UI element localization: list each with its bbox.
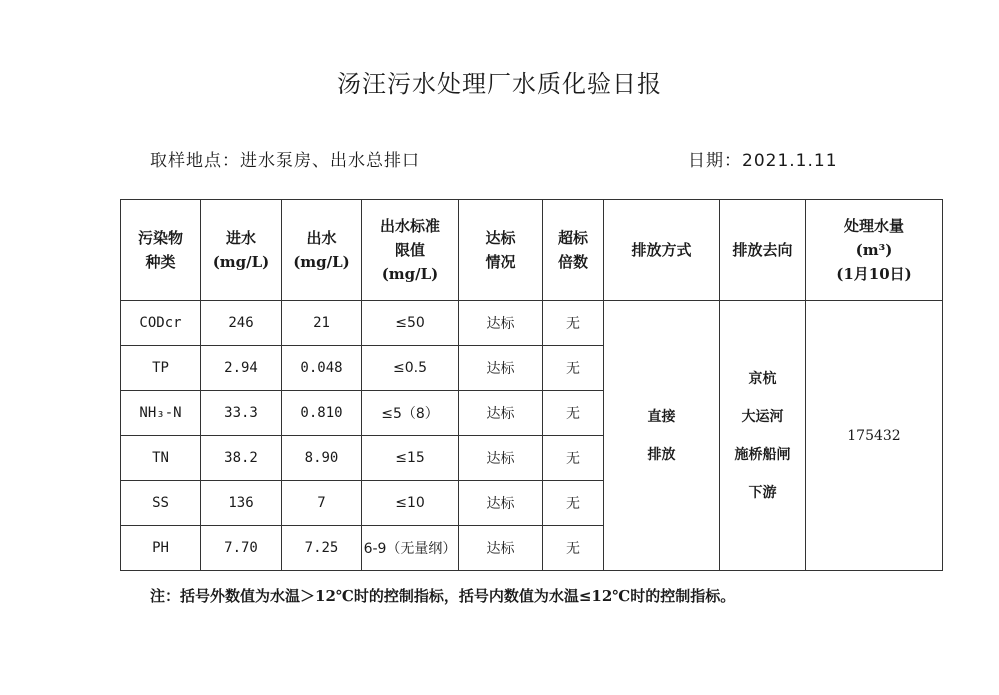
- discharge-destination-cell: 京杭 大运河 施桥船闸 下游: [720, 301, 806, 571]
- header-volume: 处理水量 (m³) (1月10日): [806, 200, 943, 301]
- effluent-cell: 21: [282, 301, 362, 346]
- status-cell: 达标: [459, 436, 543, 481]
- influent-cell: 136: [201, 481, 282, 526]
- header-effluent: 出水 (mg/L): [282, 200, 362, 301]
- limit-cell: ≤0.5: [362, 346, 459, 391]
- footnote: 注：括号外数值为水温＞12℃时的控制指标，括号内数值为水温≤12℃时的控制指标。: [150, 587, 736, 605]
- influent-cell: 38.2: [201, 436, 282, 481]
- effluent-cell: 0.810: [282, 391, 362, 436]
- pollutant-cell: TP: [121, 346, 201, 391]
- exceed-cell: 无: [543, 481, 604, 526]
- limit-cell: ≤5（8）: [362, 391, 459, 436]
- header-row: [121, 200, 943, 301]
- exceed-cell: 无: [543, 391, 604, 436]
- limit-cell: 6-9（无量纲）: [362, 526, 459, 571]
- status-cell: 达标: [459, 391, 543, 436]
- header-discharge-destination: 排放去向: [720, 200, 806, 301]
- influent-cell: 7.70: [201, 526, 282, 571]
- influent-cell: 2.94: [201, 346, 282, 391]
- volume-cell: 175432: [806, 301, 943, 571]
- influent-cell: 246: [201, 301, 282, 346]
- exceed-cell: 无: [543, 346, 604, 391]
- effluent-cell: 7: [282, 481, 362, 526]
- header-discharge-method: 排放方式: [604, 200, 720, 301]
- pollutant-cell: PH: [121, 526, 201, 571]
- header-exceed-ratio: 超标 倍数: [543, 200, 604, 301]
- water-quality-table: [120, 199, 943, 571]
- header-pollutant: 污染物 种类: [121, 200, 201, 301]
- pollutant-cell: NH₃-N: [121, 391, 201, 436]
- exceed-cell: 无: [543, 301, 604, 346]
- report-title: 汤汪污水处理厂水质化验日报: [337, 70, 662, 98]
- table-row: [121, 301, 943, 346]
- limit-cell: ≤10: [362, 481, 459, 526]
- header-limit: 出水标准 限值 (mg/L): [362, 200, 459, 301]
- effluent-cell: 0.048: [282, 346, 362, 391]
- effluent-cell: 8.90: [282, 436, 362, 481]
- pollutant-cell: CODcr: [121, 301, 201, 346]
- limit-cell: ≤15: [362, 436, 459, 481]
- status-cell: 达标: [459, 346, 543, 391]
- header-influent: 进水 (mg/L): [201, 200, 282, 301]
- discharge-method-cell: 直接 排放: [604, 301, 720, 571]
- exceed-cell: 无: [543, 436, 604, 481]
- status-cell: 达标: [459, 481, 543, 526]
- limit-cell: ≤50: [362, 301, 459, 346]
- header-compliance: 达标 情况: [459, 200, 543, 301]
- status-cell: 达标: [459, 301, 543, 346]
- pollutant-cell: TN: [121, 436, 201, 481]
- pollutant-cell: SS: [121, 481, 201, 526]
- status-cell: 达标: [459, 526, 543, 571]
- report-date: 日期：2021.1.11: [688, 151, 838, 171]
- sampling-location: 取样地点：进水泵房、出水总排口: [150, 151, 420, 171]
- exceed-cell: 无: [543, 526, 604, 571]
- influent-cell: 33.3: [201, 391, 282, 436]
- effluent-cell: 7.25: [282, 526, 362, 571]
